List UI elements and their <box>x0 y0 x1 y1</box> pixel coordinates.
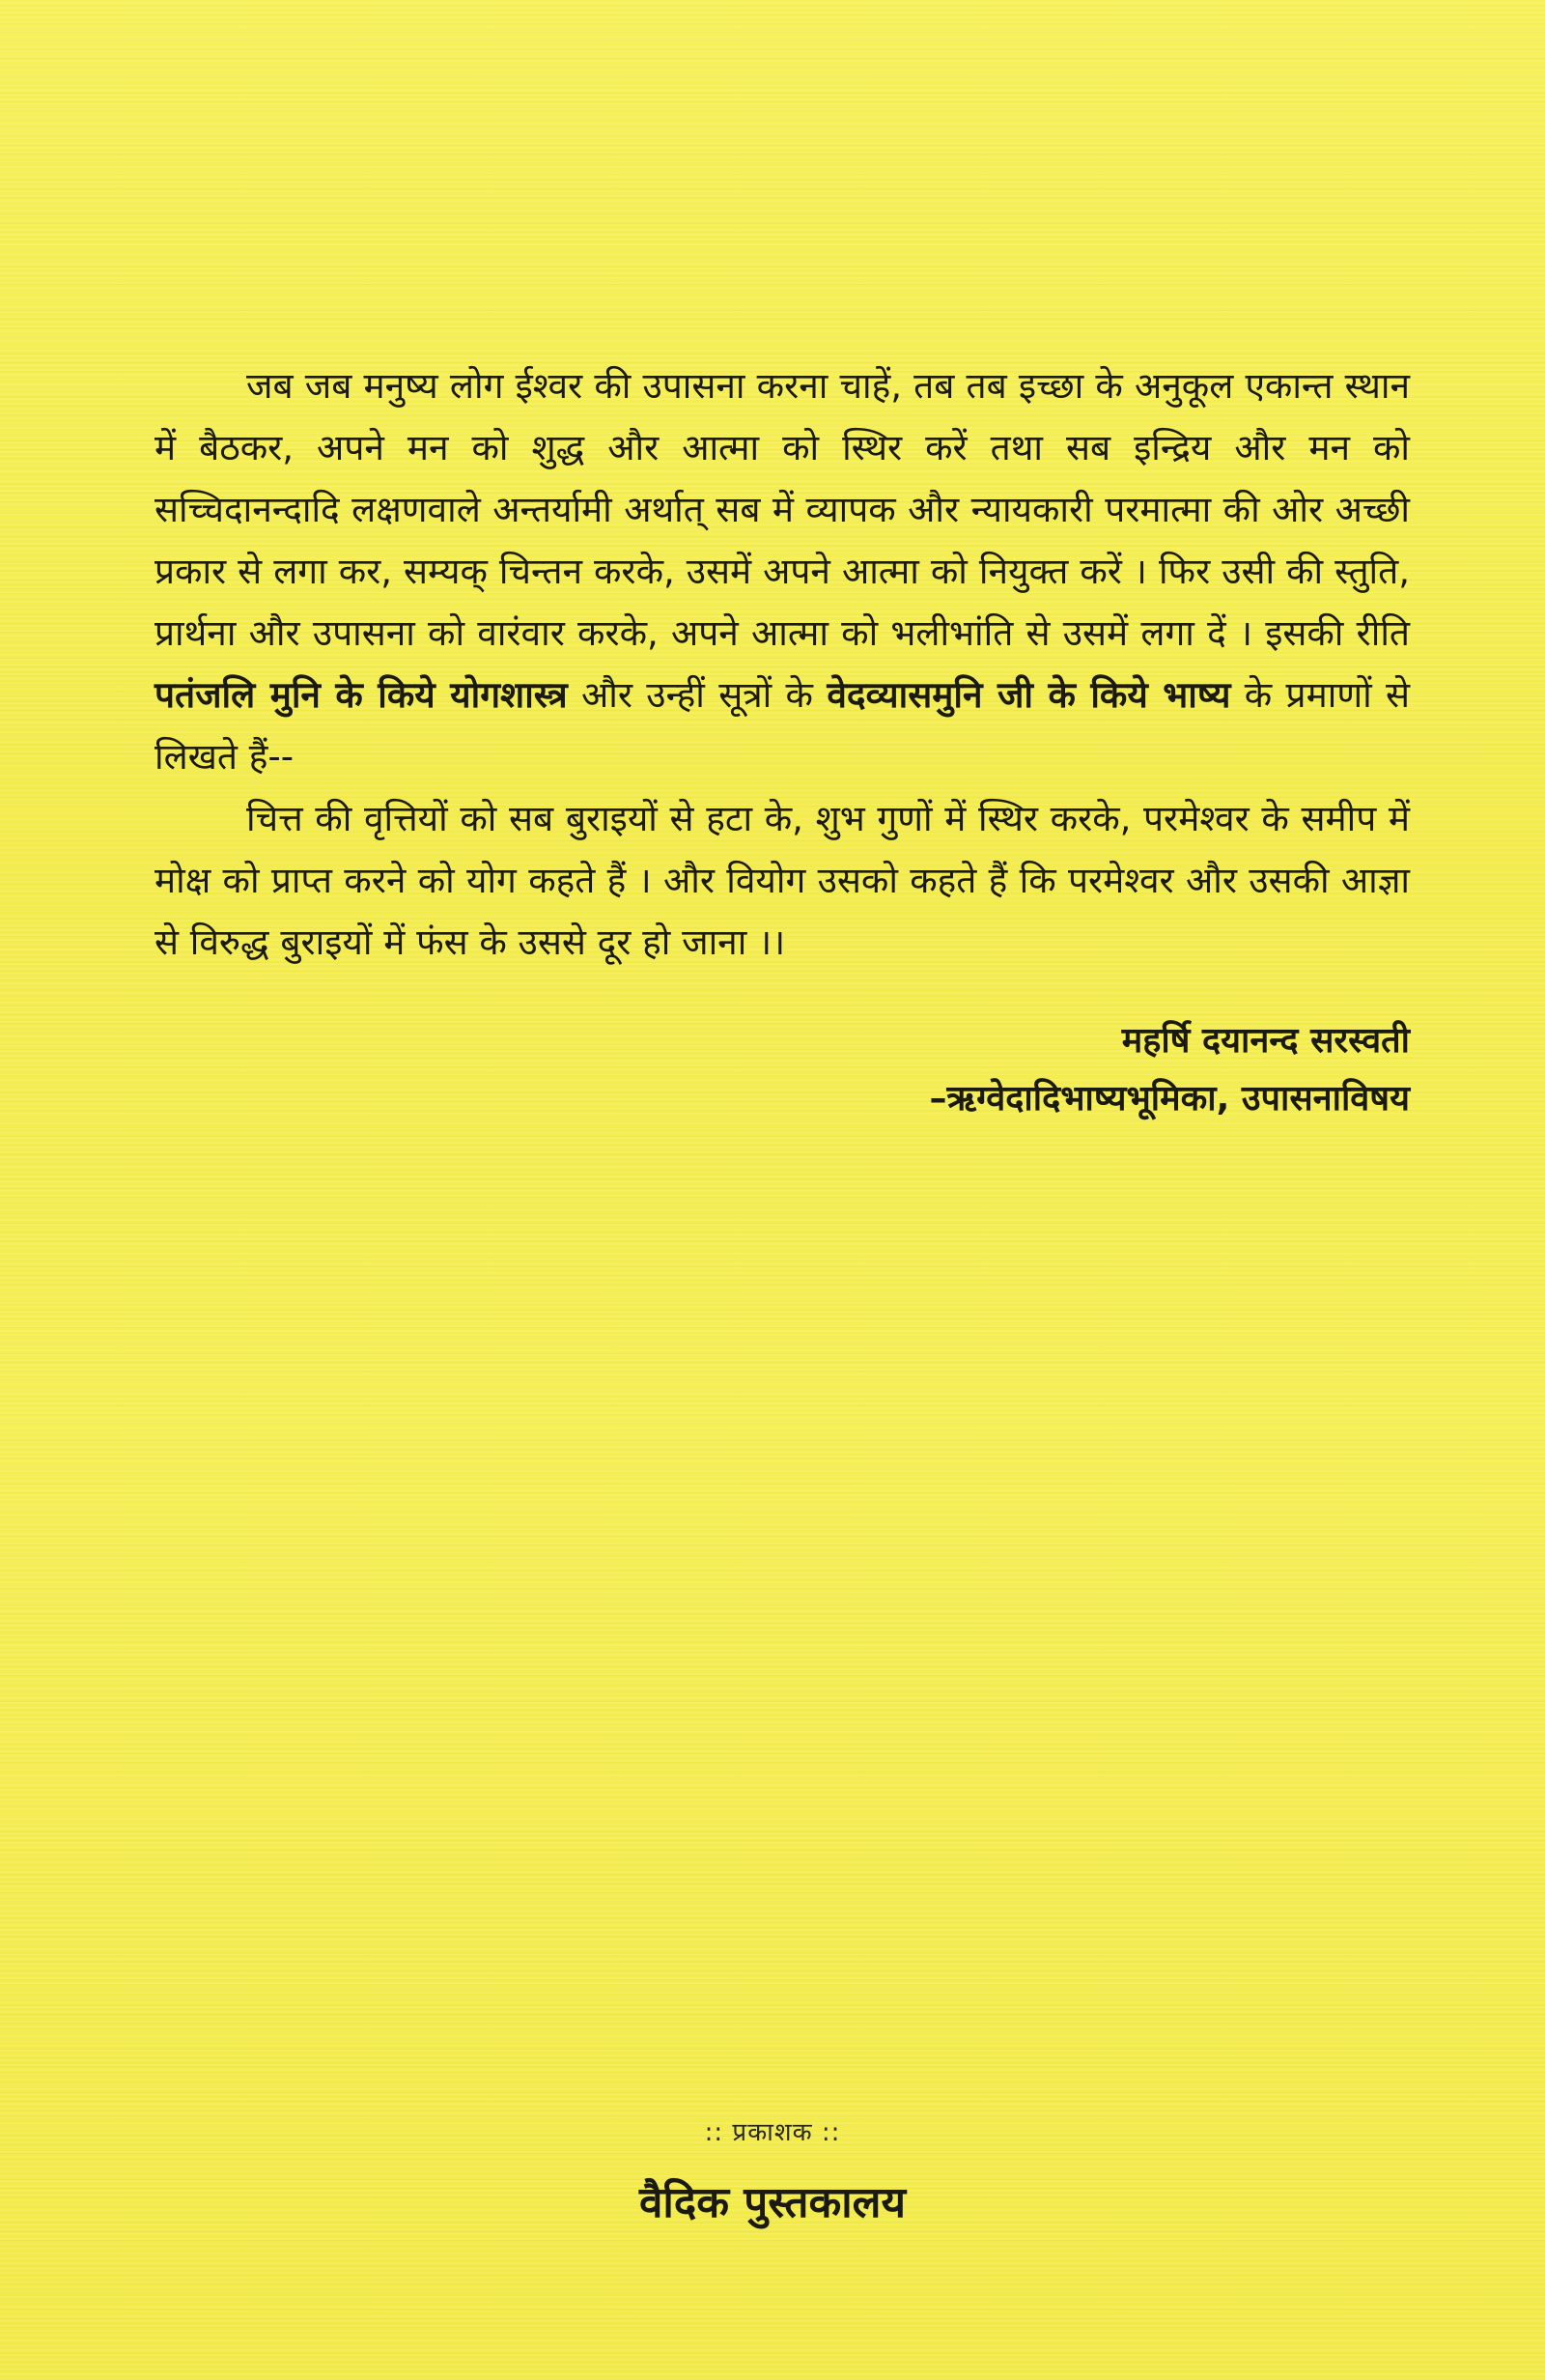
author-name: महर्षि दयानन्द सरस्वती <box>1121 1021 1410 1061</box>
publisher-name: वैदिक पुस्तकालय <box>638 2178 907 2227</box>
publisher-label: :: प्रकाशक :: <box>704 2118 841 2147</box>
bold-vedvyas-bhashya: वेदव्यासमुनि जी के किये भाष्य <box>827 674 1231 716</box>
paragraph-1-text-3: के प्रमाणों से लिखते हैं-- <box>154 674 1410 778</box>
bold-yogashastra: पतंजलि मुनि के किये योगशास्त्र <box>154 674 568 716</box>
paragraph-2: चित्त की वृत्तियों को सब बुराइयों से हटा के, शुभ गुणों में स्थिर करके, परमेश्वर के समीप में मोक्ष को प्राप्त करने को योग कहते हैं । और वियोग उसको कहते हैं कि परमेश्वर और उसकी आज्ञा से विरुद्ध बुराइयों में फंस के उससे दूर हो जाना ।। <box>154 798 1410 963</box>
paragraph-1 <box>154 355 1410 788</box>
paragraph-1-text-2: और उन्हीं सूत्रों के <box>580 674 813 716</box>
source-title: –ऋग्वेदादिभाष्यभूमिका, उपासनाविषय <box>929 1079 1410 1119</box>
quotation-block <box>154 355 1410 1128</box>
attribution <box>154 1012 1410 1128</box>
paragraph-1-text: जब जब मनुष्य लोग ईश्वर की उपासना करना चाहें, तब तब इच्छा के अनुकूल एकान्त स्थान में बैठकर, अपने मन को शुद्ध और आत्मा को स्थिर करें तथा सब इन्द्रिय और मन को सच्चिदानन्दादि लक्षणवाले अन्तर्यामी अर्थात् सब में व्यापक और न्यायकारी परमात्मा की ओर अच्छी प्रकार से लगा कर, सम्यक् चिन्तन करके, उसमें अपने आत्मा को नियुक्त करें । फिर उसी की स्तुति, प्रार्थना और उपासना को वारंवार करके, अपने आत्मा को भलीभांति से उसमें लगा दें । इसकी रीति <box>154 365 1410 654</box>
